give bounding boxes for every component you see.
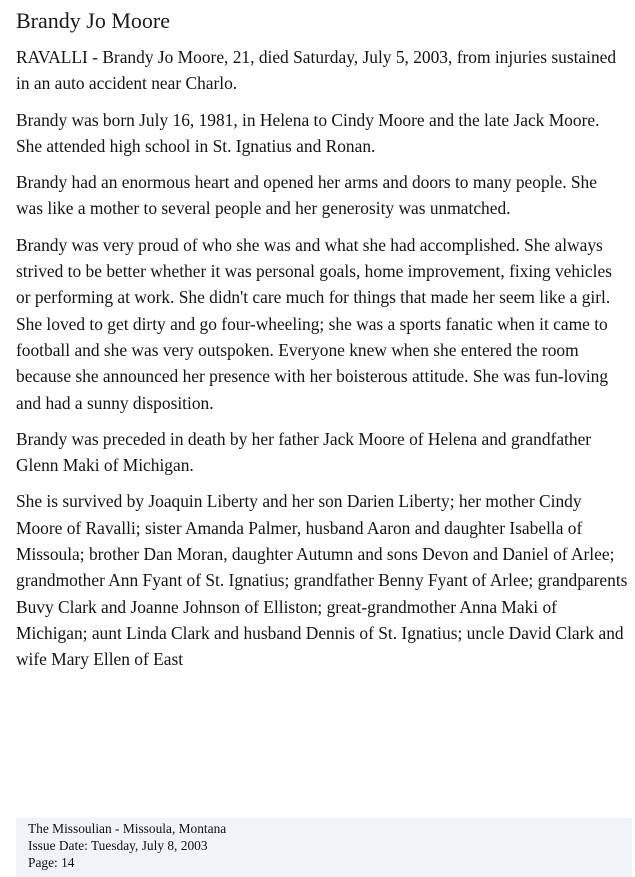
- article-paragraph: RAVALLI - Brandy Jo Moore, 21, died Saturday, July 5, 2003, from injuries sustained in an auto accident near Charlo.: [16, 47, 617, 94]
- article-paragraph: Brandy was born July 16, 1981, in Helena to Cindy Moore and the late Jack Moore. She attended high school in St. Ignatius and Ronan.: [16, 109, 600, 156]
- source-footer: [16, 818, 632, 877]
- article-paragraph: Brandy was very proud of who she was and what she had accomplished. She always strived to be better whether it was personal goals, home improvement, fixing vehicles or performing at work. She didn't care much for things that made her seem like a girl. She loved to get dirty and go four-wheeling; she was a sports fanatic when it came to football and she was very outspoken. Everyone knew when she entered the room because she announced her presence with her boisterous attitude. She was fun-loving and had a sunny disposition.: [16, 234, 612, 413]
- source-publication: The Missoulian - Missoula, Montana: [28, 821, 227, 836]
- article-paragraph: She is survived by Joaquin Liberty and her son Darien Liberty; her mother Cindy Moore of Ravalli; sister Amanda Palmer, husband Aaron and daughter Isabella of Missoula; brother Dan Moran, daughter Autumn and sons Devon and Daniel of Arlee; grandmother Ann Fyant of St. Ignatius; grandfather Benny Fyant of Arlee; grandparents Buvy Clark and Joanne Johnson of Elliston; great-grandmother Anna Maki of Michigan; aunt Linda Clark and husband Dennis of St. Ignatius; uncle David Clark and wife Mary Ellen of East: [16, 491, 628, 670]
- article-paragraph: Brandy was preceded in death by her father Jack Moore of Helena and grandfather Glenn Maki of Michigan.: [16, 428, 592, 476]
- article-title: Brandy Jo Moore: [16, 8, 170, 33]
- obituary-article: [16, 8, 628, 683]
- article-paragraph: Brandy had an enormous heart and opened her arms and doors to many people. She was like a mother to several people and her generosity was unmatched.: [16, 172, 597, 219]
- page-number: Page: 14: [28, 855, 75, 870]
- issue-date: Issue Date: Tuesday, July 8, 2003: [28, 838, 208, 853]
